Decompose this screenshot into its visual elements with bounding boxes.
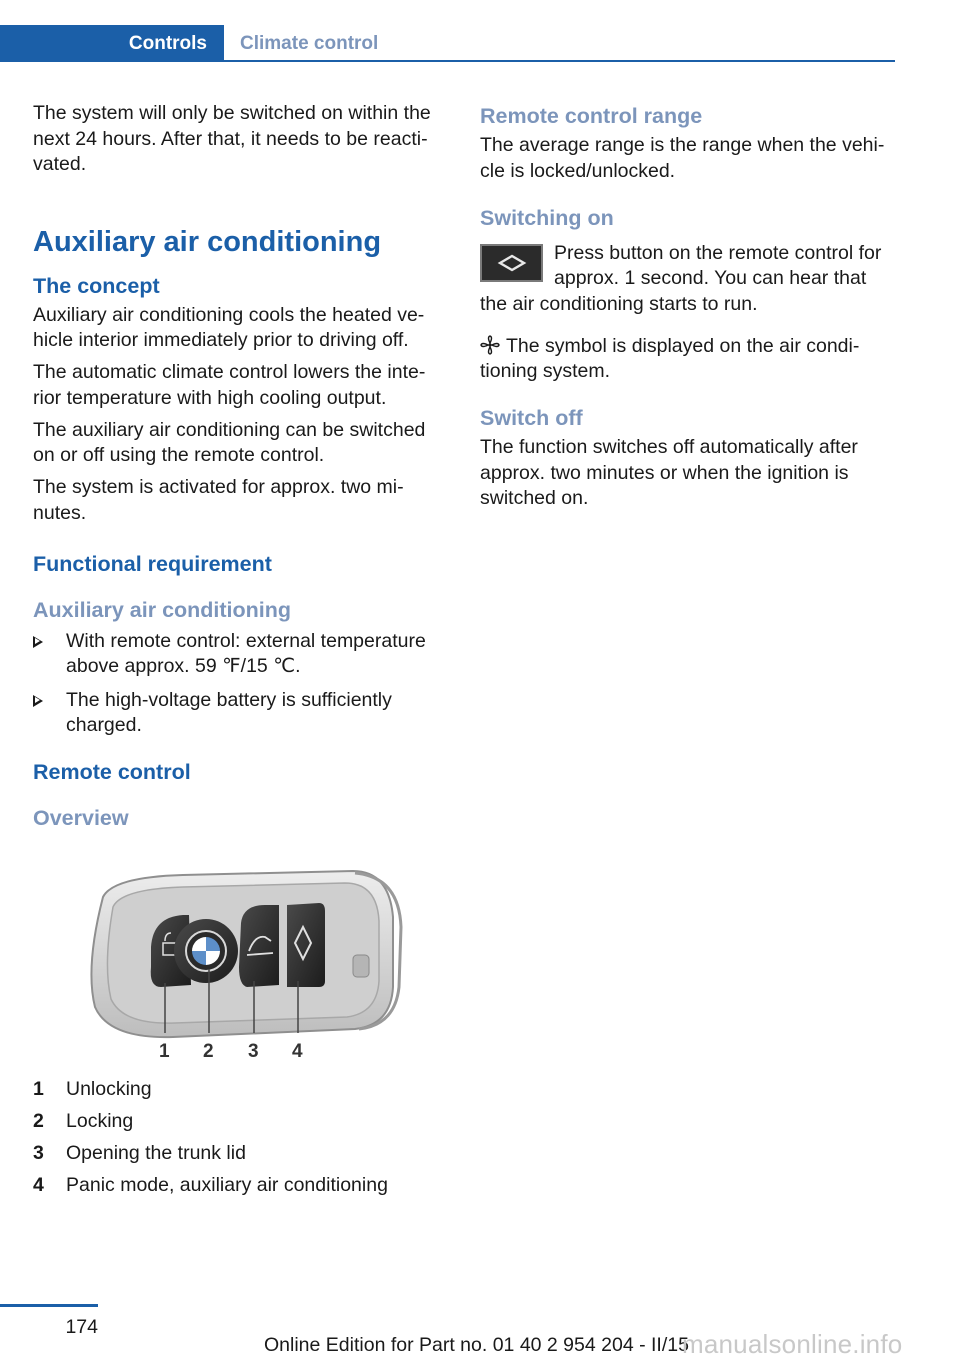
intro-paragraph: The system will only be switched on within the next 24 hours. After that, it needs to be reacti‐vated. bbox=[33, 102, 431, 175]
range-heading: Remote control range bbox=[480, 104, 703, 128]
header-rule bbox=[0, 60, 895, 62]
switch-on-paragraph: Press button on the remote control for approx. 1 second. You can hear that the air conditioning starts to run. bbox=[480, 241, 882, 315]
legend-number: 3 bbox=[33, 1141, 44, 1164]
functional-subheading: Auxiliary air conditioning bbox=[33, 597, 292, 622]
overview-heading: Overview bbox=[33, 805, 129, 830]
range-paragraph: The average range is the range when the vehi‐cle is locked/unlocked. bbox=[480, 134, 885, 182]
legend-item bbox=[33, 1141, 445, 1167]
fan-icon bbox=[480, 335, 500, 355]
legend-item bbox=[33, 1077, 445, 1103]
switch-on-block bbox=[480, 241, 898, 324]
left-column bbox=[33, 101, 445, 1205]
legend-text: Locking bbox=[66, 1109, 134, 1132]
legend-item bbox=[33, 1109, 445, 1135]
triangle-bullet-icon bbox=[33, 695, 43, 707]
remote-button-figure bbox=[480, 244, 543, 282]
functional-heading: Functional requirement bbox=[33, 551, 272, 576]
tab-controls[interactable]: Controls bbox=[0, 25, 224, 62]
page-number: 174 bbox=[65, 1316, 98, 1338]
callout-3: 3 bbox=[248, 1040, 259, 1062]
legend-text: Opening the trunk lid bbox=[66, 1141, 246, 1164]
concept-paragraph: The auxiliary air conditioning can be switched on or off using the remote control. bbox=[33, 418, 426, 466]
diamond-icon bbox=[497, 254, 527, 272]
list-item: The high-voltage battery is sufficiently charged. bbox=[33, 688, 445, 739]
switch-on-heading: Switching on bbox=[480, 205, 614, 230]
concept-paragraph: The automatic climate control lowers the inte‐rior temperature with high cooling output. bbox=[33, 361, 426, 409]
requirements-list bbox=[33, 629, 445, 739]
legend-text: Unlocking bbox=[66, 1077, 152, 1100]
callout-1: 1 bbox=[159, 1040, 170, 1062]
legend-list bbox=[33, 1077, 445, 1199]
concept-paragraph: Auxiliary air conditioning cools the heated ve‐hicle interior immediately prior to driving off. bbox=[33, 303, 425, 351]
switch-off-heading: Switch off bbox=[480, 406, 583, 430]
concept-heading: The concept bbox=[33, 273, 160, 298]
switch-off-paragraph: The function switches off automatically after approx. two minutes or when the ignition is switched on. bbox=[480, 436, 858, 509]
legend-item bbox=[33, 1173, 445, 1199]
watermark: manualsonline.info bbox=[682, 1329, 903, 1359]
legend-number: 1 bbox=[33, 1077, 44, 1100]
remote-key-figure bbox=[33, 857, 445, 1077]
remote-control-heading: Remote control bbox=[33, 759, 191, 784]
callout-4: 4 bbox=[292, 1040, 303, 1062]
legend-text: Panic mode, auxiliary air conditioning bbox=[66, 1173, 388, 1196]
right-column bbox=[480, 103, 898, 518]
triangle-bullet-icon bbox=[33, 636, 43, 648]
legend-number: 4 bbox=[33, 1173, 44, 1196]
section-title: Auxiliary air conditioning bbox=[33, 225, 382, 258]
symbol-paragraph: The symbol is displayed on the air condi‐tioning system. bbox=[480, 334, 860, 382]
remote-key-illustration bbox=[33, 857, 445, 1077]
concept-paragraph: The system is activated for approx. two mi‐nutes. bbox=[33, 476, 404, 524]
callout-2: 2 bbox=[203, 1040, 214, 1062]
footer-rule bbox=[0, 1304, 98, 1307]
legend-number: 2 bbox=[33, 1109, 44, 1132]
edition-text: Online Edition for Part no. 01 40 2 954 204 - II/15 bbox=[264, 1334, 689, 1356]
tab-climate-control[interactable]: Climate control bbox=[240, 32, 379, 54]
list-item: With remote control: external temperature above approx. 59 ℉/15 ℃. bbox=[33, 629, 445, 680]
page-header bbox=[0, 25, 895, 62]
